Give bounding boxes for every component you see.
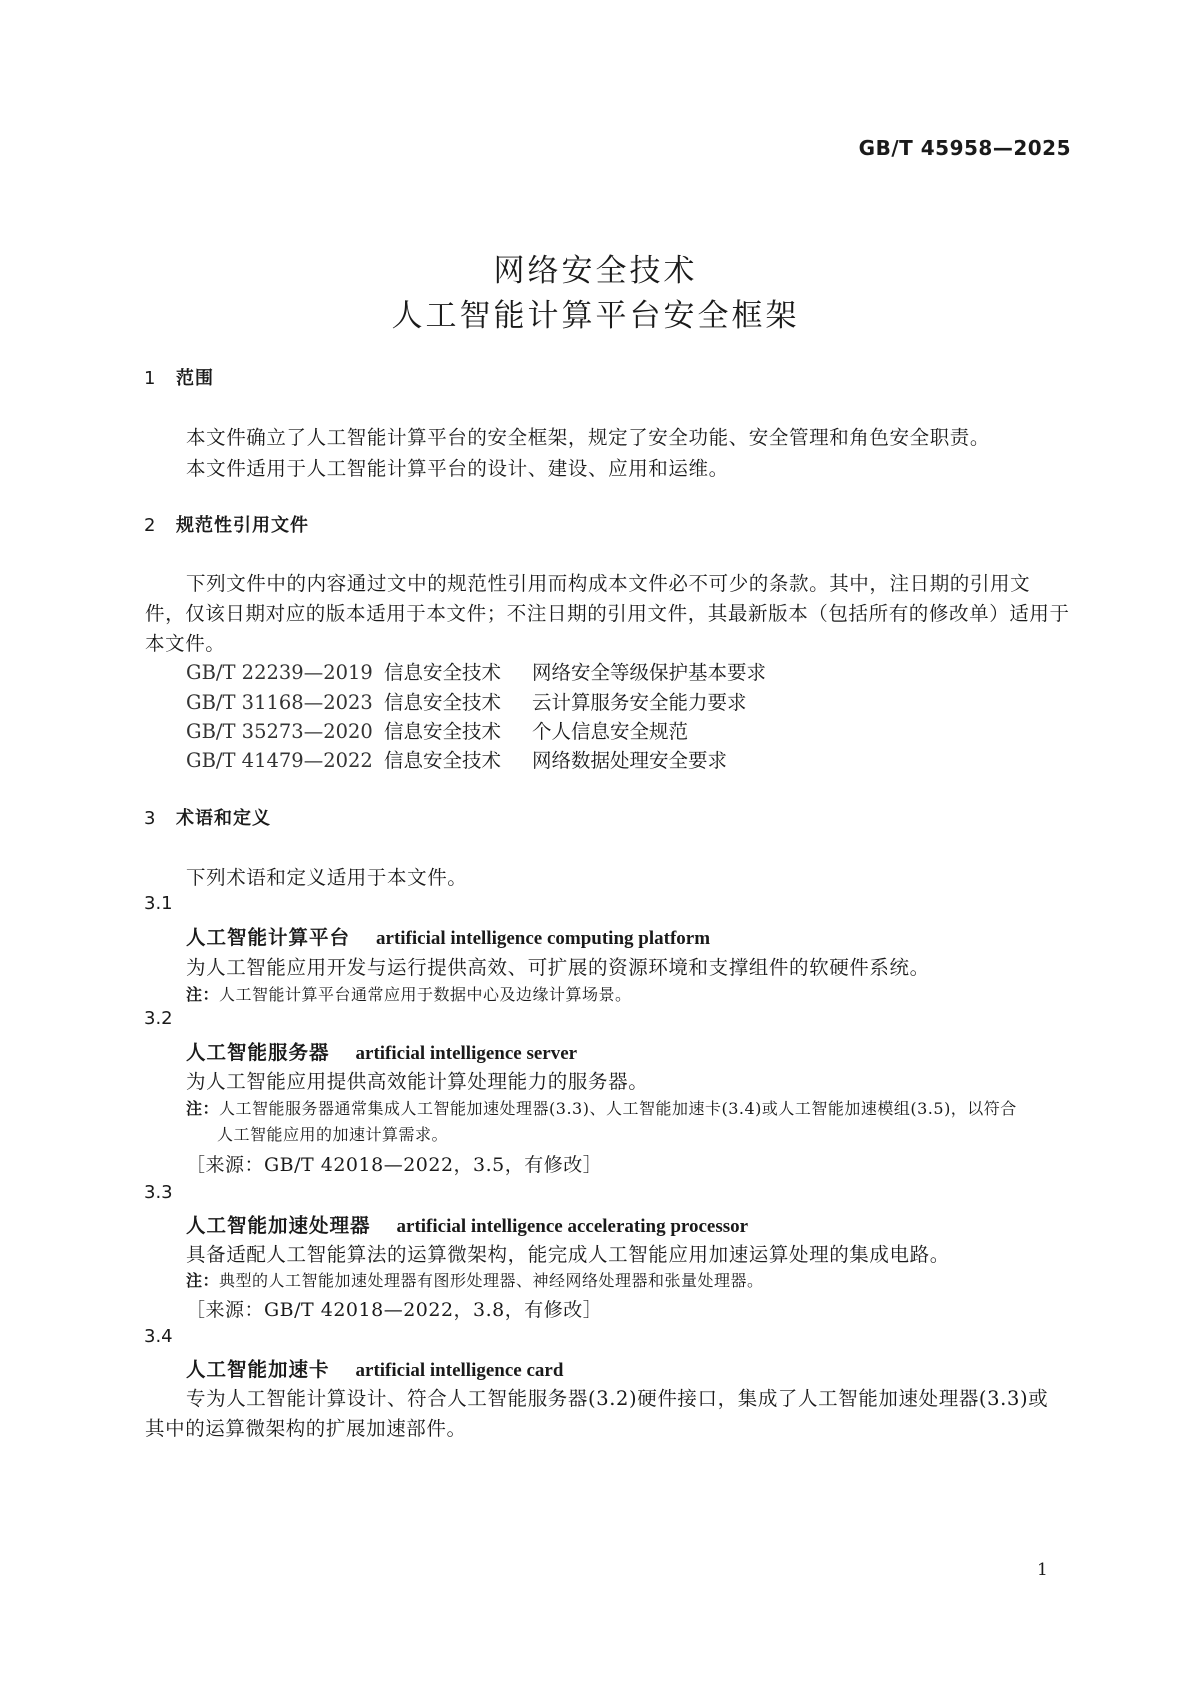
- note-label: 注：: [186, 1099, 220, 1118]
- term-number: 3.2: [144, 1008, 173, 1029]
- note-label: 注：: [186, 985, 220, 1004]
- term-chinese: 人工智能服务器: [186, 1041, 330, 1064]
- term-entry: [186, 1037, 577, 1065]
- term-entry: [186, 1210, 748, 1238]
- reference-item: [186, 687, 747, 715]
- note-label: 注：: [186, 1271, 220, 1290]
- section-number: 1: [144, 368, 157, 389]
- term-english: artificial intelligence accelerating processor: [396, 1216, 749, 1237]
- term-english: artificial intelligence card: [355, 1360, 564, 1381]
- section-heading-scope: [144, 364, 214, 390]
- reference-code: GB/T 41479—2022: [186, 749, 373, 772]
- reference-item: [186, 657, 766, 685]
- term-source: ［来源：GB/T 42018—2022，3.5，有修改］: [186, 1154, 603, 1176]
- reference-title: 个人信息安全规范: [532, 720, 689, 743]
- term-chinese: 人工智能计算平台: [186, 926, 351, 949]
- term-chinese: 人工智能加速处理器: [186, 1214, 371, 1237]
- reference-category: 信息安全技术: [384, 691, 502, 714]
- document-title-line2: 人工智能计算平台安全框架: [391, 298, 800, 334]
- scope-paragraph-2: 本文件适用于人工智能计算平台的设计、建设、应用和运维。: [186, 457, 729, 480]
- term-entry: [186, 1354, 563, 1382]
- reference-code: GB/T 22239—2019: [186, 661, 373, 684]
- term-number: 3.1: [144, 893, 173, 914]
- section-heading-terms: [144, 804, 271, 830]
- note-text: 典型的人工智能加速处理器有图形处理器、神经网络处理器和张量处理器。: [219, 1271, 764, 1290]
- reference-item: [186, 716, 688, 744]
- reference-title: 网络数据处理安全要求: [532, 749, 728, 772]
- section-number: 3: [144, 808, 157, 829]
- term-definition-line2: 其中的运算微架构的扩展加速部件。: [145, 1417, 467, 1440]
- terms-intro: 下列术语和定义适用于本文件。: [186, 866, 468, 889]
- term-note: [186, 982, 632, 1005]
- references-intro-line3: 本文件。: [145, 632, 226, 655]
- term-number: 3.3: [144, 1182, 173, 1203]
- term-number: 3.4: [144, 1326, 173, 1347]
- term-note: [186, 1096, 1017, 1119]
- references-intro-line2: 件，仅该日期对应的版本适用于本文件；不注日期的引用文件，其最新版本（包括所有的修改单）适用于: [145, 602, 1070, 625]
- reference-category: 信息安全技术: [384, 661, 502, 684]
- document-title-line1: 网络安全技术: [493, 253, 698, 289]
- reference-title: 云计算服务安全能力要求: [532, 691, 747, 714]
- section-title: 术语和定义: [176, 808, 271, 829]
- term-definition: 具备适配人工智能算法的运算微架构，能完成人工智能应用加速运算处理的集成电路。: [186, 1243, 950, 1266]
- term-definition: 为人工智能应用提供高效能计算处理能力的服务器。: [186, 1070, 649, 1093]
- page-number: 1: [1037, 1560, 1048, 1580]
- term-definition-line1: 专为人工智能计算设计、符合人工智能服务器(3.2)硬件接口，集成了人工智能加速处理器(3.3)或: [186, 1387, 1049, 1410]
- term-source: ［来源：GB/T 42018—2022，3.8，有修改］: [186, 1299, 603, 1321]
- standard-number: GB/T 45958—2025: [858, 136, 1071, 160]
- reference-title: 网络安全等级保护基本要求: [532, 661, 767, 684]
- section-heading-normative-references: [144, 511, 309, 537]
- term-note-continued: 人工智能应用的加速计算需求。: [217, 1125, 449, 1144]
- note-text: 人工智能服务器通常集成人工智能加速处理器(3.3)、人工智能加速卡(3.4)或人工智能加速模组(3.5)，以符合: [219, 1099, 1017, 1118]
- term-english: artificial intelligence computing platform: [376, 928, 711, 949]
- references-intro-line1: 下列文件中的内容通过文中的规范性引用而构成本文件必不可少的条款。其中，注日期的引用文: [186, 572, 1031, 595]
- scope-paragraph-1: 本文件确立了人工智能计算平台的安全框架，规定了安全功能、安全管理和角色安全职责。: [186, 426, 991, 449]
- note-text: 人工智能计算平台通常应用于数据中心及边缘计算场景。: [219, 985, 632, 1004]
- section-title: 范围: [176, 368, 214, 389]
- term-entry: [186, 922, 710, 950]
- section-title: 规范性引用文件: [176, 515, 309, 536]
- section-number: 2: [144, 515, 157, 536]
- term-definition: 为人工智能应用开发与运行提供高效、可扩展的资源环境和支撑组件的软硬件系统。: [186, 956, 930, 979]
- reference-item: [186, 745, 727, 773]
- reference-category: 信息安全技术: [384, 720, 502, 743]
- term-english: artificial intelligence server: [355, 1043, 578, 1064]
- reference-code: GB/T 31168—2023: [186, 691, 373, 714]
- reference-code: GB/T 35273—2020: [186, 720, 373, 743]
- term-note: [186, 1268, 764, 1291]
- term-chinese: 人工智能加速卡: [186, 1358, 330, 1381]
- reference-category: 信息安全技术: [384, 749, 502, 772]
